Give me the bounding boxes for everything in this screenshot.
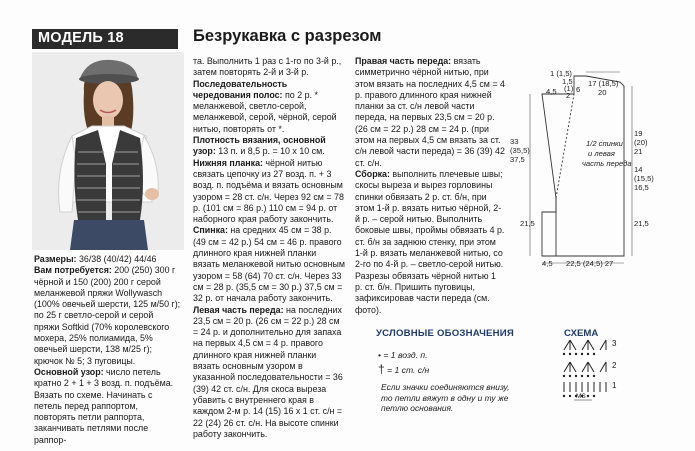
dim-top-3: (1) bbox=[564, 84, 574, 93]
dim-33-a: 33 bbox=[510, 137, 519, 146]
stripes-paragraph bbox=[193, 79, 345, 135]
sizes-label: Размеры: bbox=[34, 254, 77, 264]
chain-stitch-icon: • bbox=[378, 350, 382, 360]
dim-left-45: 4,5 bbox=[546, 87, 557, 96]
scheme-rapport-mark: МS bbox=[576, 393, 586, 400]
band-label: Нижняя планка: bbox=[193, 157, 263, 168]
sizes-paragraph bbox=[34, 254, 181, 265]
sizes-text: 36/38 (40/42) 44/46 bbox=[76, 254, 157, 264]
back-text: на средних 45 см = 38 р. (49 см = 42 р.) 54 см = 46 р. правого длинного края нижней планки вязать меланжевой нитью основным узором = 58 (64) 70 ст. с/н. Через 33 см = 28 р. (35,5 см = 30 р.) 37,5 см = 32 р. от начала работу закончить. bbox=[193, 225, 345, 304]
back-paragraph bbox=[193, 225, 345, 304]
legend-item-dc-text: = 1 ст. с/н bbox=[387, 365, 430, 375]
page-title: Безрукавка с разрезом bbox=[193, 27, 382, 45]
legend-title: УСЛОВНЫЕ ОБОЗНАЧЕНИЯ bbox=[376, 328, 514, 339]
dim-14-a: 14 bbox=[634, 165, 643, 174]
double-crochet-icon: † bbox=[378, 362, 385, 376]
scheme-title: СХЕМА bbox=[564, 328, 599, 339]
dim-19-b: (20) bbox=[634, 138, 648, 147]
column-materials bbox=[34, 254, 181, 446]
model-photo-illustration bbox=[32, 52, 184, 250]
density-label: Плотность вязания, основной узор: bbox=[193, 135, 326, 157]
density-paragraph bbox=[193, 135, 345, 158]
scheme-row-1: 1 bbox=[612, 381, 617, 390]
model-label-bar bbox=[32, 29, 178, 49]
dim-20: 20 bbox=[598, 88, 607, 97]
dim-bottom-width: 22,5 (24,5) 27 bbox=[566, 259, 614, 268]
right-front-label: Правая часть переда: bbox=[355, 56, 452, 66]
dim-bottom-45: 4,5 bbox=[542, 259, 553, 268]
piece-label-1: 1/2 спинки bbox=[586, 139, 623, 148]
pattern-schematic bbox=[510, 60, 670, 270]
right-front-text: вязать симметрично чёрной нитью, при этом вязать на последних 4,5 см = 4 р. правого длинного края нижней планки за ст. с/н левой части переда, на первых 23,5 см = 20 р. (26 см = 22 р.) 28 см = 24 р. (при этом на первых 4,5 см вязать за ст. с/н левой части переда) = 36 (39) 42 ст. с/н. bbox=[355, 56, 505, 168]
stripes-label: Последовательность чередования полос: bbox=[193, 78, 288, 100]
materials-label: Вам потребуется: bbox=[34, 265, 112, 276]
legend-item-dc bbox=[378, 362, 429, 376]
left-front-label: Левая часть переда: bbox=[193, 304, 284, 315]
assembly-paragraph bbox=[355, 169, 505, 316]
piece-label-2: и левая bbox=[588, 149, 615, 158]
dim-14-b: (15,5) bbox=[634, 174, 654, 183]
dim-33-b: (35,5) bbox=[510, 146, 530, 155]
stripes-text: по 2 р. * меланжевой, светло-серой, меланжевой, серой, чёрной, серой нитью, повторять от *. bbox=[193, 89, 337, 134]
materials-paragraph bbox=[34, 265, 181, 367]
dim-215-left: 21,5 bbox=[520, 219, 535, 228]
band-text: чёрной нитью связать цепочку из 27 возд. п. + 3 возд. п. подъёма и вязать основным узором = 28 ст. с/н. Через 92 см = 78 р. (101 см = 86 р.) 110 см = 94 р. от наборного края работу закончить. bbox=[193, 157, 344, 225]
dim-19-c: 21 bbox=[634, 147, 643, 156]
dim-14-c: 16,5 bbox=[634, 183, 649, 192]
dim-19-a: 19 bbox=[634, 129, 643, 138]
pattern-paragraph bbox=[34, 367, 181, 446]
materials-text: 200 (250) 300 г чёрной и 150 (200) 200 г серой меланжевой пряжи Wollywasch (100% овечьей шерсти, 125 м/50 г); по 25 г светло-серой и серой пряжи Softkid (70% королевского мохера, 25% полиамида, 5% овечьей шерсти, 138 м/25 г); крючок № 5; 3 пуговицы. bbox=[34, 265, 181, 366]
dim-33-c: 37,5 bbox=[510, 155, 525, 164]
density-text: 13 п. и 8,5 р. = 10 x 10 см. bbox=[215, 146, 325, 157]
column-instructions-1 bbox=[193, 56, 345, 440]
assembly-text: выполнить плечевые швы; скосы выреза и вырез горловины спинки обвязать 2 р. ст. б/н, при этом 1-й р. вязать нитью чёрной, 2-й р. – серой нитью. Выполнить боковые швы, проймы обвязать 4 р. ст. б/н за заднюю стенку, при этом 1-й р. вязать меланжевой нитью, со 2-го по 4-й р. – светло-серой нитью. Разрезы обвязать чёрной нитью 1 р. ст. б/н. Пришить пуговицы, зафиксировав части переда (см. фото). bbox=[355, 168, 505, 315]
model-label: МОДЕЛЬ 18 bbox=[38, 30, 124, 46]
stitch-chart-symbols bbox=[560, 338, 620, 403]
back-label: Спинка: bbox=[193, 225, 228, 236]
band-paragraph bbox=[193, 158, 345, 226]
scheme-row-3: 3 bbox=[612, 339, 617, 348]
stitch-chart bbox=[560, 338, 620, 403]
dim-215-right: 21,5 bbox=[634, 219, 649, 228]
dim-6: 6 bbox=[576, 85, 581, 94]
assembly-label: Сборка: bbox=[355, 168, 390, 179]
legend-item-chain bbox=[378, 350, 428, 360]
pattern-continuation: та. Выполнить 1 раз с 1-го по 3-й р., затем повторять 2-й и 3-й р. bbox=[193, 56, 342, 78]
left-front-text: на последних 23,5 см = 20 р. (26 см = 22 р.) 28 см = 24 р. и дополнительно для запаха на первых 4,5 см = 4 р. правого длинного края нижней планки вязать основным узором в указанной последовательности = 36 (39) 42 ст. с/н. Для скоса выреза убавить с внутреннего края в каждом 2-м р. 14 (15) 16 x 1 ст. с/н = 22 (24) 26 ст. с/н. На высоте спинки работу закончить. bbox=[193, 304, 343, 439]
dim-top-2: 1,5 bbox=[562, 77, 573, 86]
legend-item-chain-text: = 1 возд. п. bbox=[383, 350, 428, 360]
pattern-text: число петель кратно 2 + 1 + 3 возд. п. подъёма. Вязать по схеме. Начинать с петель перед раппортом, повторять петли раппорта, заканчивать петлями после раппор- bbox=[34, 366, 174, 445]
dim-top-1: 1 (1,5) bbox=[550, 69, 572, 78]
model-photo bbox=[32, 52, 184, 250]
scheme-row-2: 2 bbox=[612, 361, 617, 370]
dim-17: 17 (18,5) bbox=[588, 79, 619, 88]
pattern-label: Основной узор: bbox=[34, 366, 104, 377]
column-instructions-2 bbox=[355, 56, 505, 316]
dim-top-4: 2 bbox=[566, 91, 571, 100]
piece-label-3: часть переда bbox=[582, 159, 632, 168]
right-front-paragraph bbox=[355, 56, 505, 169]
legend-note: Если значки соединяются внизу, то петли вяжут в одну и ту же петлю основания. bbox=[381, 382, 510, 413]
left-front-paragraph bbox=[193, 305, 345, 441]
